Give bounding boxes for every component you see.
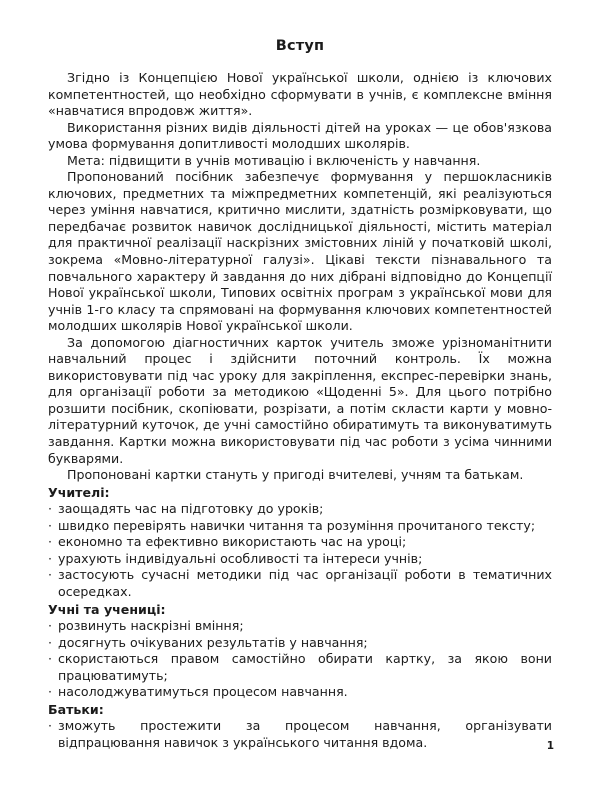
intro-paragraph-4: Пропонований посібник забезпечує формування у першокласників ключових, предметних та міжпредметних компетенцій, які реалізуються через уміння навчатися, критично мислити, здатність розмірковувати, що передбачає розвиток навичок дослідницької діяльності, містить матеріал для практичної реалізації наскрізних змістовних ліній у початковій школі, зокрема «Мовно-літературної галузі». Цікаві тексти пізнавального та повчального характеру й завдання до них дібрані відповідно до Концепції Нової української школи, Типових освітніх програм з української мови для учнів 1-го класу та спрямовані на формування ключових компетентностей молодших школярів Нової української школи. — [48, 169, 552, 334]
intro-paragraph-3: Мета: підвищити в учнів мотивацію і включеність у навчання. — [67, 152, 481, 168]
bullet-dot-icon: · — [48, 634, 53, 650]
list-item — [48, 651, 552, 684]
bullet-dot-icon: · — [48, 618, 53, 634]
list-item — [48, 618, 552, 635]
bullet-dot-icon: · — [48, 684, 53, 700]
parents-benefit-list — [48, 718, 552, 751]
intro-paragraph-1: Згідно із Концепцією Нової української школи, однією із ключових компетентностей, що необхідно сформувати в учнів, є комплексне вміння «навчатися впродовж життя». — [48, 70, 552, 119]
section-heading-students: Учні та учениці: — [48, 601, 166, 617]
section-heading-teachers: Учителі: — [48, 484, 110, 500]
list-item — [48, 534, 552, 551]
list-item — [48, 718, 552, 751]
bullet-dot-icon: · — [48, 567, 53, 583]
list-item-label: економно та ефективно використають час на уроці; — [58, 534, 407, 550]
teachers-benefit-list — [48, 501, 552, 600]
page-content — [48, 36, 552, 751]
section-students — [48, 601, 552, 701]
list-item-label: застосують сучасні методики під час організації роботи в тематичних осередках. — [58, 567, 552, 599]
list-item-label: урахують індивідуальні особливості та інтереси учнів; — [58, 550, 423, 566]
page-title: Вступ — [275, 38, 325, 54]
intro-paragraph-5: За допомогою діагностичних карток учитель зможе урізноманітнити навчальний процес і здійснити поточний контроль. Їх можна використовувати під час уроку для закріплення, експрес-перевірки знань, для організації роботи за методикою «Щоденні 5». Для цього потрібно розшити посібник, скопіювати, розрізати, а потім скласти карти у мовно-літературний куточок, де учні самостійно обиратимуть та виконуватимуть завдання. Картки можна використовувати під час роботи з усіма чинними букварями. — [48, 334, 552, 466]
bullet-dot-icon: · — [48, 651, 53, 667]
list-item-label: досягнуть очікуваних результатів у навчання; — [58, 634, 368, 650]
list-item-label: швидко перевірять навички читання та розуміння прочитаного тексту; — [58, 517, 536, 533]
bullet-dot-icon: · — [48, 501, 53, 517]
list-item — [48, 551, 552, 568]
bullet-dot-icon: · — [48, 517, 53, 533]
bullet-dot-icon: · — [48, 534, 53, 550]
page-number: 1 — [546, 740, 554, 752]
list-item-label: розвинуть наскрізні вміння; — [58, 618, 244, 634]
list-item-label: зможуть простежити за процесом навчання, організувати відпрацювання навичок з українського читання вдома. — [58, 718, 552, 750]
list-item — [48, 501, 552, 518]
section-parents — [48, 701, 552, 752]
students-benefit-list — [48, 618, 552, 701]
intro-paragraph-2: Використання різних видів діяльності дітей на уроках — це обов'язкова умова формування допитливості молодших школярів. — [48, 119, 552, 152]
section-teachers — [48, 484, 552, 601]
list-item — [48, 567, 552, 600]
list-item — [48, 684, 552, 701]
list-item-label: скористаються правом самостійно обирати картку, за якою вони працюватимуть; — [58, 651, 552, 683]
bullet-dot-icon: · — [48, 550, 53, 566]
list-item — [48, 635, 552, 652]
section-heading-parents: Батьки: — [48, 701, 104, 717]
list-item-label: заощадять час на підготовку до уроків; — [58, 501, 324, 517]
list-item-label: насолоджуватимуться процесом навчання. — [58, 684, 348, 700]
list-item — [48, 518, 552, 535]
bullet-dot-icon: · — [48, 718, 53, 734]
intro-paragraph-6: Пропоновані картки стануть у пригоді вчителеві, учням та батькам. — [67, 467, 524, 483]
